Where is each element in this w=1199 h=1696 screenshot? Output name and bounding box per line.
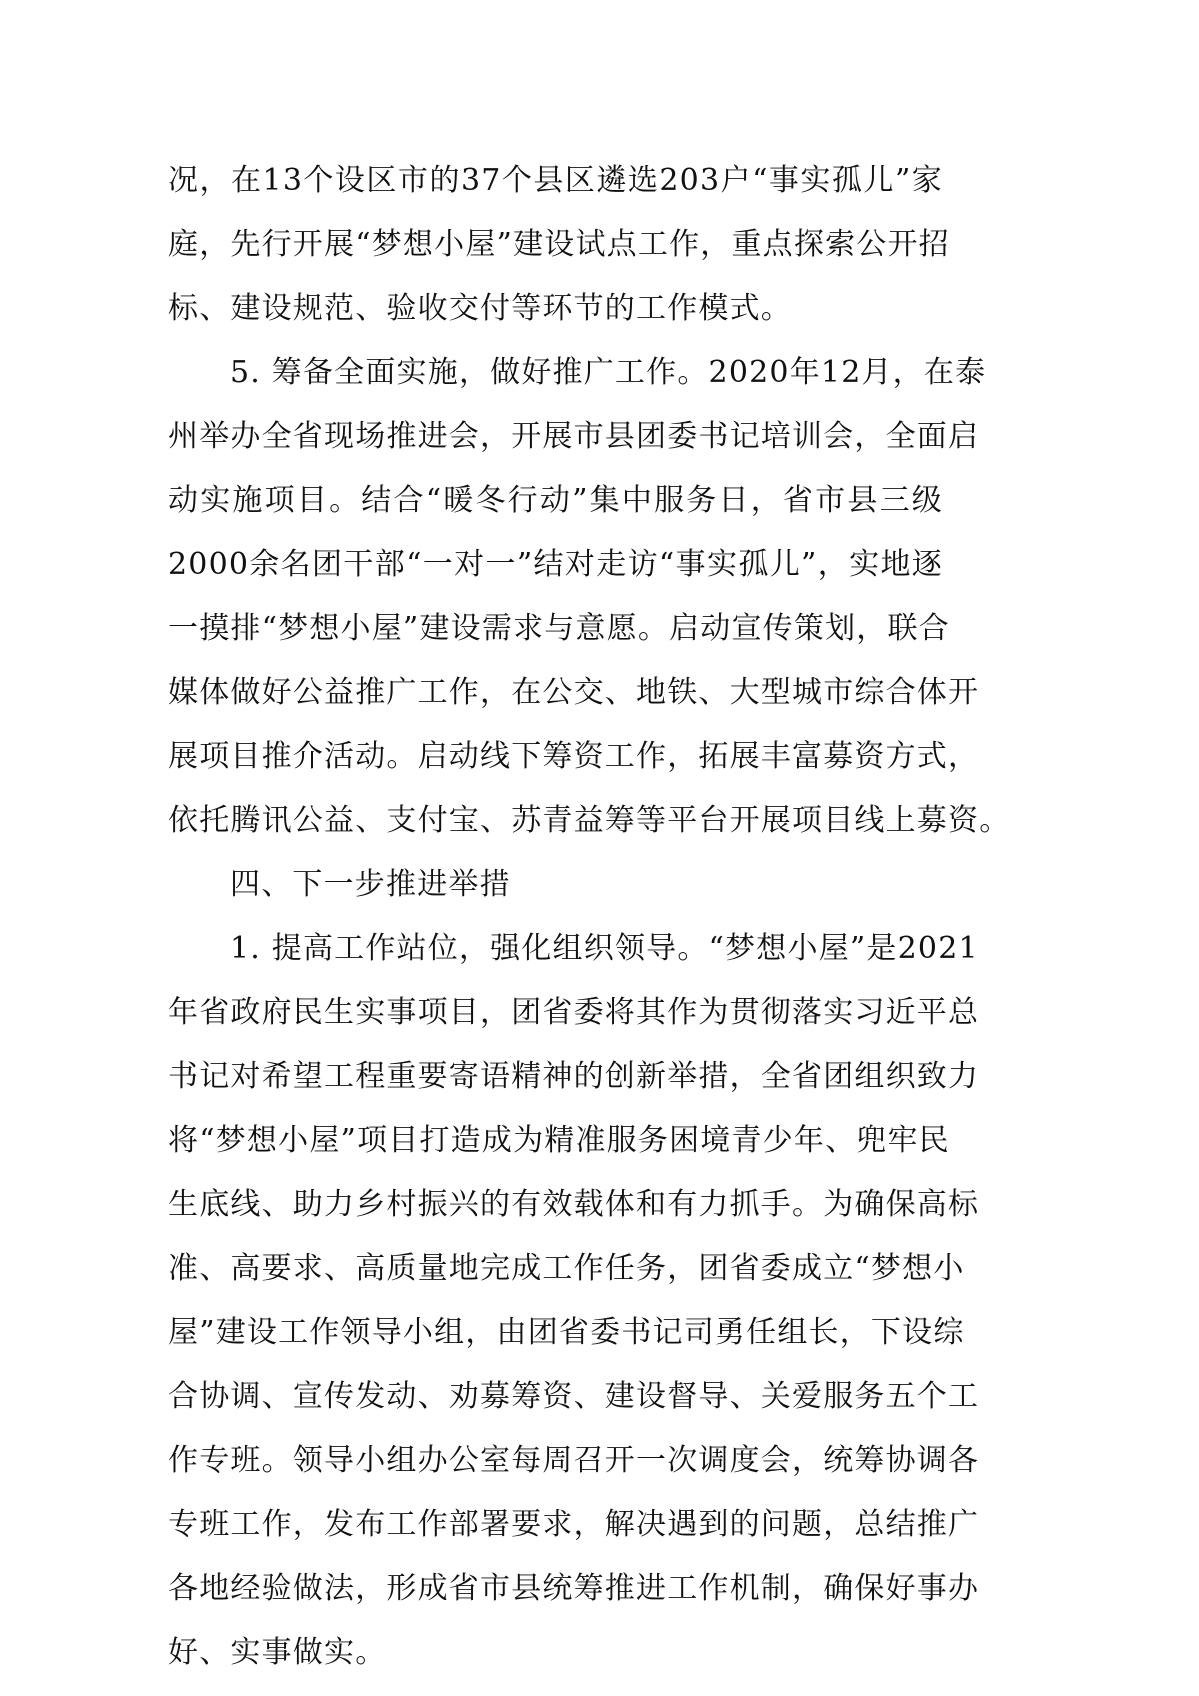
text-line: 合协调、宣传发动、劝募筹资、建设督导、关爱服务五个工 bbox=[168, 1379, 980, 1414]
document-page bbox=[168, 149, 1011, 1685]
text-line: 生底线、助力乡村振兴的有效载体和有力抓手。为确保高标 bbox=[168, 1187, 980, 1222]
text-line: 动实施项目。结合“暖冬行动”集中服务日，省市县三级 bbox=[168, 483, 943, 518]
text-line: 庭，先行开展“梦想小屋”建设试点工作，重点探索公开招 bbox=[168, 227, 950, 262]
text-line: 媒体做好公益推广工作，在公交、地铁、大型城市综合体开 bbox=[168, 675, 980, 710]
text-line: 专班工作，发布工作部署要求，解决遇到的问题，总结推广 bbox=[168, 1507, 980, 1542]
text-line: 准、高要求、高质量地完成工作任务，团省委成立“梦想小 bbox=[168, 1251, 965, 1286]
text-line: 一摸排“梦想小屋”建设需求与意愿。启动宣传策划，联合 bbox=[168, 611, 950, 646]
section-heading bbox=[168, 853, 943, 917]
text-line: 书记对希望工程重要寄语精神的创新举措，全省团组织致力 bbox=[168, 1059, 980, 1094]
text-line: 州举办全省现场推进会，开展市县团委书记培训会，全面启 bbox=[168, 419, 980, 454]
text-line: 各地经验做法，形成省市县统筹推进工作机制，确保好事办 bbox=[168, 1571, 980, 1606]
paragraph-continuation bbox=[168, 149, 950, 341]
text-line: 1. 提高工作站位，强化组织领导。“梦想小屋”是2021 bbox=[230, 931, 979, 966]
text-line: 将“梦想小屋”项目打造成为精准服务困境青少年、兜牢民 bbox=[168, 1123, 950, 1158]
text-line: 标、建设规范、验收交付等环节的工作模式。 bbox=[168, 291, 792, 326]
paragraph-item-1 bbox=[168, 917, 980, 1685]
text-line: 作专班。领导小组办公室每周召开一次调度会，统筹协调各 bbox=[168, 1443, 980, 1478]
text-line: 展项目推介活动。启动线下筹资工作，拓展丰富募资方式， bbox=[168, 739, 980, 774]
text-line: 况，在13个设区市的37个县区遴选203户“事实孤儿”家 bbox=[168, 163, 943, 198]
text-line: 年省政府民生实事项目，团省委将其作为贯彻落实习近平总 bbox=[168, 995, 980, 1030]
text-line: 屋”建设工作领导小组，由团省委书记司勇任组长，下设综 bbox=[168, 1315, 965, 1350]
text-line: 依托腾讯公益、支付宝、苏青益筹等平台开展项目线上募资。 bbox=[168, 803, 1011, 838]
heading-text: 四、下一步推进举措 bbox=[230, 867, 511, 902]
text-line: 2000余名团干部“一对一”结对走访“事实孤儿”，实地逐 bbox=[168, 547, 943, 582]
text-line: 好、实事做实。 bbox=[168, 1635, 387, 1670]
text-line: 5. 筹备全面实施，做好推广工作。2020年12月，在泰 bbox=[230, 355, 987, 390]
paragraph-item-5 bbox=[168, 341, 1011, 853]
